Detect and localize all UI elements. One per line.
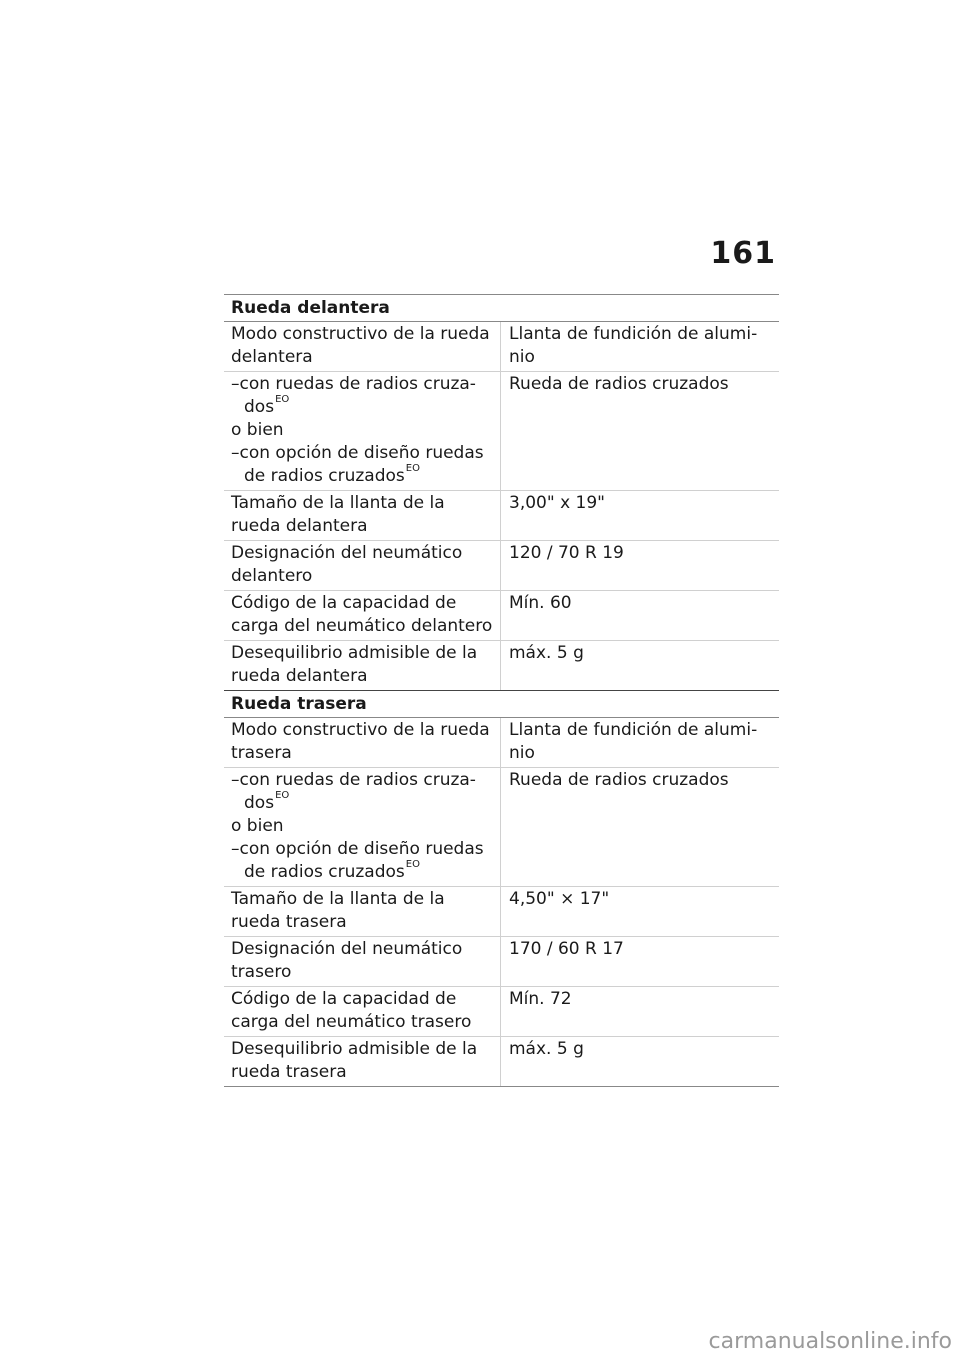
label-line: rueda trasera	[231, 912, 347, 932]
rear-wheel-heading: Rueda trasera	[224, 690, 779, 718]
front-load-index-label	[224, 591, 501, 640]
rear-spoked-label	[224, 768, 501, 886]
wheel-spec-table	[224, 294, 779, 1087]
front-construction-value	[501, 322, 779, 371]
rear-load-index-label	[224, 987, 501, 1036]
value-line: nio	[509, 347, 535, 367]
label-line: Modo constructivo de la rueda	[231, 720, 490, 740]
eo-superscript: EO	[275, 394, 290, 406]
rear-imbalance-row	[224, 1037, 779, 1087]
watermark: carmanualsonline.info	[708, 1329, 952, 1354]
front-spoked-value: Rueda de radios cruzados	[509, 374, 729, 394]
front-imbalance-value: máx. 5 g	[509, 643, 584, 663]
rear-imbalance-value: máx. 5 g	[509, 1039, 584, 1059]
front-rim-size-label	[224, 491, 501, 540]
rear-spoked-row	[224, 768, 779, 887]
or-text: o bien	[231, 816, 284, 836]
label-line: Código de la capacidad de	[231, 989, 457, 1009]
label-line: trasero	[231, 962, 292, 982]
label-line: Desequilibrio admisible de la	[231, 643, 478, 663]
label-line: carga del neumático trasero	[231, 1012, 472, 1032]
rear-spoked-value: Rueda de radios cruzados	[509, 770, 729, 790]
front-rim-size-row	[224, 491, 779, 541]
rear-construction-value	[501, 718, 779, 767]
label-line: rueda delantera	[231, 516, 368, 536]
rear-imbalance-label	[224, 1037, 501, 1086]
label-line: Tamaño de la llanta de la	[231, 889, 445, 909]
front-imbalance-label	[224, 641, 501, 690]
front-load-index-row	[224, 591, 779, 641]
rear-tire-designation-label	[224, 937, 501, 986]
label-line: delantera	[231, 347, 313, 367]
eo-superscript: EO	[275, 790, 290, 802]
rear-load-index-row	[224, 987, 779, 1037]
option-line: –con ruedas de radios cruza- dos$^{EO}$	[231, 374, 476, 417]
front-spoked-label	[224, 372, 501, 490]
option-line: –con ruedas de radios cruza- dos$^{EO}$	[231, 770, 476, 813]
label-line: Desequilibrio admisible de la	[231, 1039, 478, 1059]
label-line: trasera	[231, 743, 292, 763]
eo-superscript: EO	[405, 859, 420, 871]
option-line: –con opción de diseño ruedas de radios cruzados$^{EO}$	[231, 443, 484, 486]
front-construction-label	[224, 322, 501, 371]
rear-load-index-value: Mín. 72	[509, 989, 572, 1009]
rear-tire-designation-value: 170 / 60 R 17	[509, 939, 624, 959]
front-load-index-value: Mín. 60	[509, 593, 572, 613]
label-line: rueda delantera	[231, 666, 368, 686]
front-tire-designation-value: 120 / 70 R 19	[509, 543, 624, 563]
label-line: Código de la capacidad de	[231, 593, 457, 613]
rear-tire-designation-row	[224, 937, 779, 987]
option-line: –con opción de diseño ruedas de radios cruzados$^{EO}$	[231, 839, 484, 882]
value-line: nio	[509, 743, 535, 763]
label-line: delantero	[231, 566, 313, 586]
label-line: Designación del neumático	[231, 543, 463, 563]
or-text: o bien	[231, 420, 284, 440]
front-wheel-heading: Rueda delantera	[224, 295, 779, 322]
value-line: Llanta de fundición de alumi-	[509, 324, 758, 344]
rear-construction-label	[224, 718, 501, 767]
front-rim-size-value: 3,00" x 19"	[509, 493, 605, 513]
front-spoked-row	[224, 372, 779, 491]
front-imbalance-row	[224, 641, 779, 690]
label-line: Modo constructivo de la rueda	[231, 324, 490, 344]
label-line: Tamaño de la llanta de la	[231, 493, 445, 513]
page-number: 161	[710, 236, 776, 271]
label-line: Designación del neumático	[231, 939, 463, 959]
front-construction-row	[224, 322, 779, 372]
value-line: Llanta de fundición de alumi-	[509, 720, 758, 740]
label-line: rueda trasera	[231, 1062, 347, 1082]
front-tire-designation-label	[224, 541, 501, 590]
rear-rim-size-row	[224, 887, 779, 937]
eo-superscript: EO	[405, 463, 420, 475]
rear-rim-size-label	[224, 887, 501, 936]
front-tire-designation-row	[224, 541, 779, 591]
label-line: carga del neumático delantero	[231, 616, 493, 636]
rear-rim-size-value: 4,50" × 17"	[509, 889, 610, 909]
rear-construction-row	[224, 718, 779, 768]
